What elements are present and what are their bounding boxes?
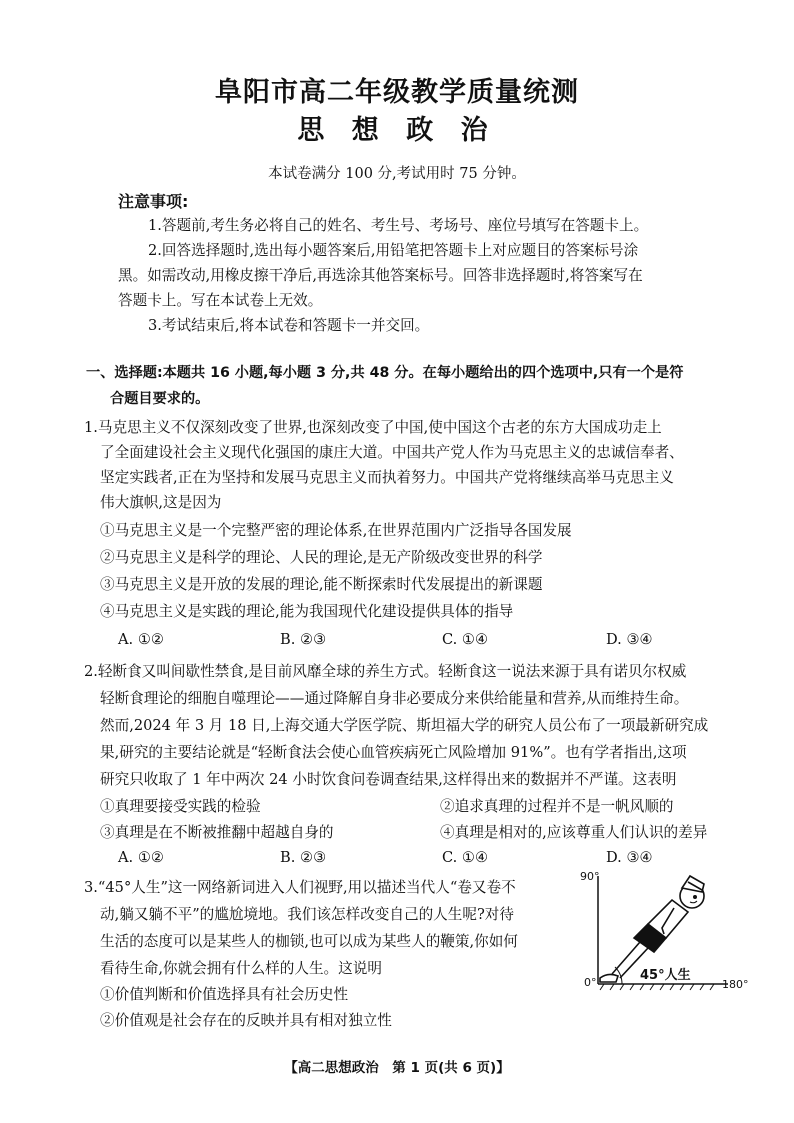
q1-stem: 了全面建设社会主义现代化强国的康庄大道。中国共产党人作为马克思主义的忠诚信奉者、 xyxy=(100,444,684,461)
notice-line: 3.考试结束后,将本试卷和答题卡一并交回。 xyxy=(148,317,430,334)
q2-statement: ③真理是在不断被推翻中超越自身的 xyxy=(100,824,334,841)
exam-title: 阜阳市高二年级教学质量统测 xyxy=(215,77,579,108)
q3-statement: ②价值观是社会存在的反映并具有相对独立性 xyxy=(100,1012,392,1029)
q2-stem: 轻断食理论的细胞自噬理论——通过降解自身非必要成分来供给能量和营养,从而维持生命。 xyxy=(100,690,689,707)
q1-stem: 1.马克思主义不仅深刻改变了世界,也深刻改变了中国,使中国这个古老的东方大国成功走上 xyxy=(84,419,662,436)
q2-option-a[interactable]: A. ①② xyxy=(118,849,164,866)
q2-stem: 然而,2024 年 3 月 18 日,上海交通大学医学院、斯坦福大学的研究人员公布了一项最新研究成 xyxy=(100,717,709,734)
q1-statement: ①马克思主义是一个完整严密的理论体系,在世界范围内广泛指导各国发展 xyxy=(100,522,572,539)
q3-stem: 生活的态度可以是某些人的枷锁,也可以成为某些人的鞭策,你如何 xyxy=(100,933,518,950)
q1-option-b[interactable]: B. ②③ xyxy=(280,631,327,648)
q1-statement: ④马克思主义是实践的理论,能为我国现代化建设提供具体的指导 xyxy=(100,603,514,620)
q2-option-d[interactable]: D. ③④ xyxy=(606,849,653,866)
section-heading-cont: 合题目要求的。 xyxy=(110,391,210,407)
notice-line: 2.回答选择题时,选出每小题答案后,用铅笔把答题卡上对应题目的答案标号涂 xyxy=(148,242,639,259)
notice-line: 黑。如需改动,用橡皮擦干净后,再选涂其他答案标号。回答非选择题时,将答案写在 xyxy=(118,267,643,284)
q1-stem: 伟大旗帜,这是因为 xyxy=(100,494,222,511)
q1-option-c[interactable]: C. ①④ xyxy=(442,631,489,648)
q3-figure-45-life xyxy=(578,868,758,996)
figure-label-0: 0° xyxy=(584,976,597,989)
section-heading: 一、选择题:本题共 16 小题,每小题 3 分,共 48 分。在每小题给出的四个选项中,只有一个是符 xyxy=(86,365,684,381)
q3-stem: 看待生命,你就会拥有什么样的人生。这说明 xyxy=(100,960,382,977)
notice-title: 注意事项: xyxy=(118,192,189,211)
q1-option-d[interactable]: D. ③④ xyxy=(606,631,653,648)
q1-option-a[interactable]: A. ①② xyxy=(118,631,164,648)
exam-info: 本试卷满分 100 分,考试用时 75 分钟。 xyxy=(268,166,526,182)
q2-stem: 果,研究的主要结论就是“轻断食法会使心血管疾病死亡风险增加 91%”。也有学者指出,这项 xyxy=(100,744,687,761)
q3-stem: 动,躺又躺不平”的尴尬境地。我们该怎样改变自己的人生呢?对待 xyxy=(100,906,514,923)
q2-option-b[interactable]: B. ②③ xyxy=(280,849,327,866)
q1-stem: 坚定实践者,正在为坚持和发展马克思主义而执着努力。中国共产党将继续高举马克思主义 xyxy=(100,469,674,486)
q3-statement: ①价值判断和价值选择具有社会历史性 xyxy=(100,986,349,1003)
q2-option-c[interactable]: C. ①④ xyxy=(442,849,489,866)
q3-stem: 3.“45°人生”这一网络新词进入人们视野,用以描述当代人“卷又卷不 xyxy=(84,879,516,896)
q2-stem: 研究只收取了 1 年中两次 24 小时饮食问卷调查结果,这样得出来的数据并不严谨。这表明 xyxy=(100,771,677,788)
q1-statement: ②马克思主义是科学的理论、人民的理论,是无产阶级改变世界的科学 xyxy=(100,549,543,566)
q2-stem: 2.轻断食又叫间歇性禁食,是目前风靡全球的养生方式。轻断食这一说法来源于具有诺贝尔权威 xyxy=(84,663,687,680)
notice-line: 1.答题前,考生务必将自己的姓名、考生号、考场号、座位号填写在答题卡上。 xyxy=(148,217,649,234)
figure-label-180: 180° xyxy=(722,978,749,991)
q1-statement: ③马克思主义是开放的发展的理论,能不断探索时代发展提出的新课题 xyxy=(100,576,543,593)
figure-label-90: 90° xyxy=(580,870,600,883)
q2-statement: ①真理要接受实践的检验 xyxy=(100,798,261,815)
subject-title: 思 想 政 治 xyxy=(297,115,497,146)
q2-statement: ②追求真理的过程并不是一帆风顺的 xyxy=(440,798,674,815)
q2-statement: ④真理是相对的,应该尊重人们认识的差异 xyxy=(440,824,708,841)
notice-line: 答题卡上。写在本试卷上无效。 xyxy=(118,292,323,309)
figure-caption: 45°人生 xyxy=(640,968,691,983)
page-footer: 【高二思想政治 第 1 页(共 6 页)】 xyxy=(284,1060,510,1076)
